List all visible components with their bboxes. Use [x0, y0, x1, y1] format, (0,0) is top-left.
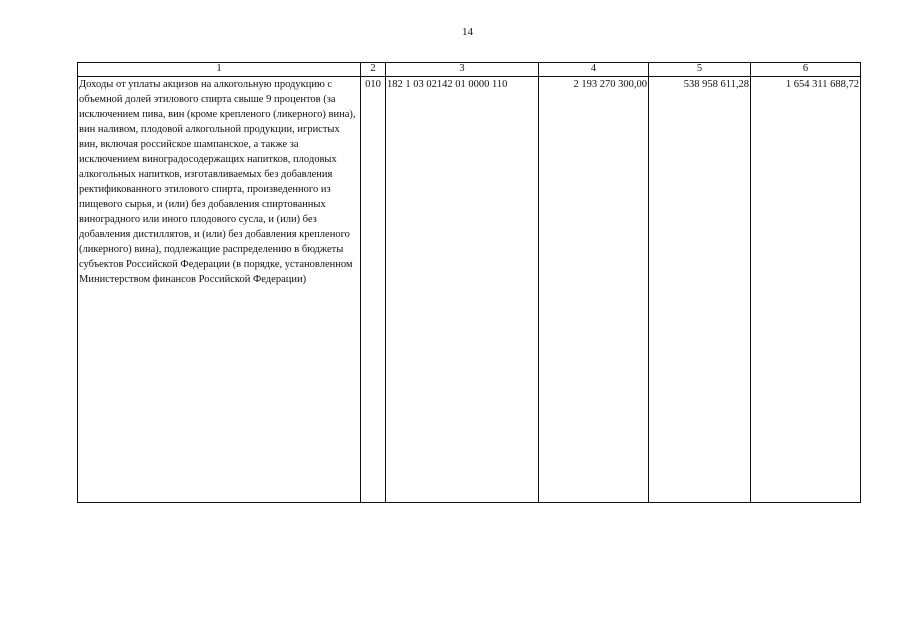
header-col-3: 3: [386, 63, 539, 77]
row-income-code: 182 1 03 02142 01 0000 110: [386, 77, 539, 503]
row-col-6-value: 1 654 311 688,72: [751, 77, 861, 503]
header-col-2: 2: [361, 63, 386, 77]
budget-report-table: [77, 62, 861, 503]
row-line-code: 010: [361, 77, 386, 503]
header-col-4: 4: [539, 63, 649, 77]
header-col-6: 6: [751, 63, 861, 77]
table-header-row: [78, 63, 861, 77]
table-row: [78, 77, 861, 503]
row-description: Доходы от уплаты акцизов на алкогольную продукцию с объемной долей этилового спирта свыше 9 процентов (за исключением пива, вин (кроме крепленого (ликерного) вина), вин наливом, плодовой алкогольной продукции, игристых вин, включая российское шампанское, а также за исключением виноградосодержащих напитков, плодовых алкогольных напитков, изготавливаемых без добавления ректификованного этилового спирта, произведенного из пищевого сырья, и (или) без добавления спиртованных виноградного или иного плодового сусла, и (или) без добавления дистиллятов, и (или) без добавления крепленого (ликерного) вина), подлежащие распределению в бюджеты субъектов Российской Федерации (в порядке, установленном Министерством финансов Российской Федерации): [78, 77, 361, 503]
header-col-5: 5: [649, 63, 751, 77]
page-number: 14: [462, 26, 473, 38]
header-col-1: 1: [78, 63, 361, 77]
row-col-5-value: 538 958 611,28: [649, 77, 751, 503]
row-col-4-value: 2 193 270 300,00: [539, 77, 649, 503]
